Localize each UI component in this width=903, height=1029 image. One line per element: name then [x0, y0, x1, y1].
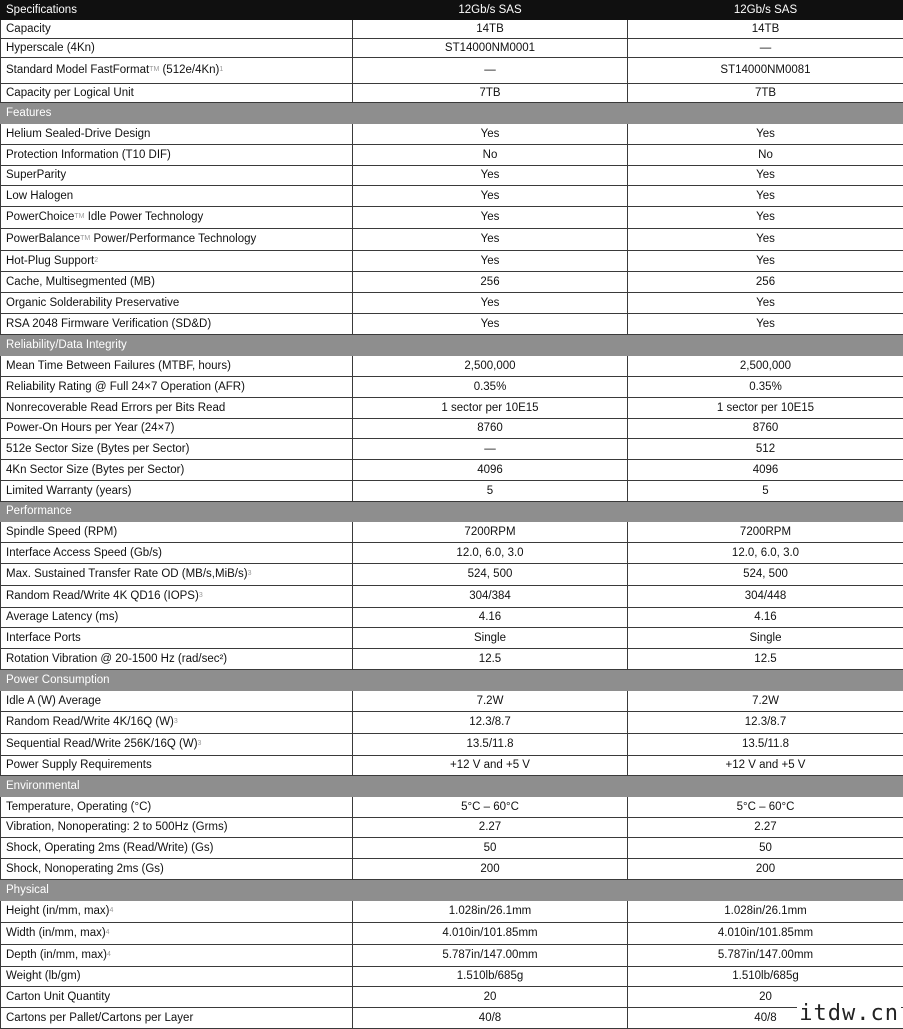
row-label-text: RSA 2048 Firmware Verification (SD&D): [6, 318, 211, 330]
row-label-text: Hot-Plug Support: [6, 255, 94, 267]
row-label-text: Temperature, Operating (°C): [6, 801, 151, 813]
value-col1: 14TB: [353, 20, 628, 39]
value-col1: 4.010in/101.85mm: [353, 923, 628, 945]
value-col1: 8760: [353, 419, 628, 439]
value-col1: 256: [353, 272, 628, 293]
row-label: [1, 901, 353, 923]
row-label-text: Standard Model FastFormat: [6, 64, 149, 76]
value-col2: 5°C – 60°C: [628, 797, 903, 818]
trademark-mark: TM: [149, 66, 159, 73]
value-col2: 5: [628, 481, 903, 502]
value-col1: Yes: [353, 251, 628, 272]
value-col1: 1.028in/26.1mm: [353, 901, 628, 923]
row-label-text: Width (in/mm, max): [6, 927, 106, 939]
row-label: [1, 207, 353, 229]
table-row: [1, 166, 903, 186]
value-col1: Yes: [353, 166, 628, 186]
section-header: [1, 103, 903, 124]
table-row: [1, 229, 903, 251]
value-col1: Single: [353, 628, 628, 649]
table-row: [1, 39, 903, 58]
value-col2: 12.3/8.7: [628, 712, 903, 734]
row-label-rest: (512e/4Kn): [159, 64, 219, 76]
table-row: [1, 691, 903, 712]
value-col2: 1.510lb/685g: [628, 967, 903, 987]
row-label: [1, 608, 353, 628]
row-label-text: PowerChoice: [6, 211, 74, 223]
header-col2: 12Gb/s SAS: [628, 1, 903, 20]
row-label: [1, 756, 353, 776]
value-col1: 7.2W: [353, 691, 628, 712]
table-row: [1, 356, 903, 377]
row-label-text: Random Read/Write 4K QD16 (IOPS): [6, 590, 199, 602]
value-col1: 12.5: [353, 649, 628, 670]
value-col2: Yes: [628, 251, 903, 272]
table-row: [1, 20, 903, 39]
row-label-text: Carton Unit Quantity: [6, 991, 110, 1003]
row-label-text: Shock, Operating 2ms (Read/Write) (Gs): [6, 842, 214, 854]
value-col2: Yes: [628, 314, 903, 335]
value-col1: 524, 500: [353, 564, 628, 586]
row-label: [1, 734, 353, 756]
table-row: [1, 377, 903, 398]
trademark-mark: TM: [74, 213, 84, 220]
value-col2: 5.787in/147.00mm: [628, 945, 903, 967]
row-label: [1, 272, 353, 293]
value-col2: 1 sector per 10E15: [628, 398, 903, 419]
value-col2: 1.028in/26.1mm: [628, 901, 903, 923]
value-col1: 4.16: [353, 608, 628, 628]
row-label: [1, 838, 353, 859]
row-label: [1, 522, 353, 543]
row-label-text: Power Supply Requirements: [6, 759, 152, 771]
section-title: Performance: [1, 502, 903, 522]
trademark-mark: TM: [80, 235, 90, 242]
row-label: [1, 124, 353, 145]
row-label: [1, 586, 353, 608]
footnote-mark: 4: [106, 929, 110, 936]
section-header: [1, 335, 903, 356]
footnote-mark: 4: [107, 951, 111, 958]
table-row: [1, 838, 903, 859]
table-row: [1, 608, 903, 628]
value-col2: 7200RPM: [628, 522, 903, 543]
value-col2: 7TB: [628, 84, 903, 103]
row-label: [1, 945, 353, 967]
table-row: [1, 145, 903, 166]
value-col2: Yes: [628, 293, 903, 314]
table-row: [1, 522, 903, 543]
row-label-text: Power-On Hours per Year (24×7): [6, 422, 174, 434]
value-col2: 200: [628, 859, 903, 880]
value-col2: 512: [628, 439, 903, 460]
row-label-text: Nonrecoverable Read Errors per Bits Read: [6, 402, 225, 414]
value-col2: 50: [628, 838, 903, 859]
row-label-text: Sequential Read/Write 256K/16Q (W): [6, 738, 198, 750]
row-label: [1, 628, 353, 649]
value-col2: 13.5/11.8: [628, 734, 903, 756]
value-col2: 7.2W: [628, 691, 903, 712]
table-row: [1, 901, 903, 923]
row-label: [1, 649, 353, 670]
header-col1: 12Gb/s SAS: [353, 1, 628, 20]
row-label: [1, 818, 353, 838]
value-col2: 524, 500: [628, 564, 903, 586]
header-label: Specifications: [1, 1, 353, 20]
value-col1: 1 sector per 10E15: [353, 398, 628, 419]
table-row: [1, 586, 903, 608]
footnote-mark: 4: [110, 907, 114, 914]
spec-table-body: [1, 1, 903, 1029]
value-col1: 5: [353, 481, 628, 502]
value-col2: —: [628, 39, 903, 58]
table-row: [1, 734, 903, 756]
table-row: [1, 797, 903, 818]
value-col2: 2,500,000: [628, 356, 903, 377]
row-label-text: SuperParity: [6, 169, 66, 181]
value-col2: No: [628, 145, 903, 166]
row-label-text: Max. Sustained Transfer Rate OD (MB/s,MiB/s): [6, 568, 248, 580]
section-header: [1, 670, 903, 691]
table-row: [1, 649, 903, 670]
table-row: [1, 543, 903, 564]
row-label-text: Protection Information (T10 DIF): [6, 149, 171, 161]
value-col2: Yes: [628, 229, 903, 251]
row-label-text: Rotation Vibration @ 20-1500 Hz (rad/sec²): [6, 653, 227, 665]
value-col1: Yes: [353, 314, 628, 335]
row-label-text: Limited Warranty (years): [6, 485, 131, 497]
row-label: [1, 987, 353, 1008]
value-col1: 12.3/8.7: [353, 712, 628, 734]
row-label-text: Height (in/mm, max): [6, 905, 110, 917]
value-col1: 5°C – 60°C: [353, 797, 628, 818]
footnote-mark: 2: [94, 257, 98, 264]
value-col1: 5.787in/147.00mm: [353, 945, 628, 967]
row-label-text: Hyperscale (4Kn): [6, 42, 95, 54]
value-col1: No: [353, 145, 628, 166]
value-col2: Yes: [628, 207, 903, 229]
value-col1: Yes: [353, 207, 628, 229]
row-label: [1, 293, 353, 314]
row-label-text: Low Halogen: [6, 190, 73, 202]
value-col1: 40/8: [353, 1008, 628, 1029]
section-title: Features: [1, 103, 903, 124]
row-label: [1, 229, 353, 251]
table-row: [1, 481, 903, 502]
row-label-rest: Idle Power Technology: [85, 211, 204, 223]
table-row: [1, 564, 903, 586]
section-title: Power Consumption: [1, 670, 903, 691]
table-row: [1, 628, 903, 649]
row-label: [1, 398, 353, 419]
value-col2: 12.5: [628, 649, 903, 670]
value-col2: Yes: [628, 124, 903, 145]
value-col1: —: [353, 58, 628, 84]
row-label-text: 512e Sector Size (Bytes per Sector): [6, 443, 189, 455]
value-col1: Yes: [353, 124, 628, 145]
section-title: Physical: [1, 880, 903, 901]
value-col1: Yes: [353, 293, 628, 314]
row-label-text: Idle A (W) Average: [6, 695, 101, 707]
row-label-text: 4Kn Sector Size (Bytes per Sector): [6, 464, 184, 476]
table-row: [1, 58, 903, 84]
value-col1: +12 V and +5 V: [353, 756, 628, 776]
row-label-text: Interface Ports: [6, 632, 81, 644]
value-col2: 12.0, 6.0, 3.0: [628, 543, 903, 564]
table-row: [1, 712, 903, 734]
section-title: Reliability/Data Integrity: [1, 335, 903, 356]
table-row: [1, 314, 903, 335]
footnote-mark: 3: [174, 718, 178, 725]
row-label: [1, 377, 353, 398]
value-col1: 7200RPM: [353, 522, 628, 543]
value-col1: —: [353, 439, 628, 460]
value-col2: 8760: [628, 419, 903, 439]
row-label-text: Cache, Multisegmented (MB): [6, 276, 155, 288]
row-label-text: Random Read/Write 4K/16Q (W): [6, 716, 174, 728]
value-col2: 2.27: [628, 818, 903, 838]
table-row: [1, 186, 903, 207]
row-label: [1, 419, 353, 439]
value-col2: +12 V and +5 V: [628, 756, 903, 776]
row-label: [1, 356, 353, 377]
row-label: [1, 481, 353, 502]
value-col1: 12.0, 6.0, 3.0: [353, 543, 628, 564]
value-col2: Yes: [628, 166, 903, 186]
table-row: [1, 1008, 903, 1029]
footnote-mark: 3: [199, 592, 203, 599]
row-label-text: Interface Access Speed (Gb/s): [6, 547, 162, 559]
footnote-mark: 3: [248, 570, 252, 577]
row-label-text: Mean Time Between Failures (MTBF, hours): [6, 360, 231, 372]
value-col2: 4.010in/101.85mm: [628, 923, 903, 945]
row-label: [1, 314, 353, 335]
value-col1: 2.27: [353, 818, 628, 838]
value-col2: Yes: [628, 186, 903, 207]
table-row: [1, 859, 903, 880]
value-col1: ST14000NM0001: [353, 39, 628, 58]
value-col2: 4.16: [628, 608, 903, 628]
value-col1: 0.35%: [353, 377, 628, 398]
value-col2: 4096: [628, 460, 903, 481]
row-label: [1, 543, 353, 564]
row-label-text: Organic Solderability Preservative: [6, 297, 179, 309]
value-col1: 4096: [353, 460, 628, 481]
value-col2: 304/448: [628, 586, 903, 608]
row-label: [1, 439, 353, 460]
table-row: [1, 923, 903, 945]
row-label: [1, 20, 353, 39]
section-header: [1, 776, 903, 797]
row-label-text: Vibration, Nonoperating: 2 to 500Hz (Grms): [6, 821, 228, 833]
value-col1: 304/384: [353, 586, 628, 608]
row-label-text: Weight (lb/gm): [6, 970, 81, 982]
value-col2: 20: [628, 987, 903, 1008]
row-label-rest: Power/Performance Technology: [90, 233, 256, 245]
table-row: [1, 251, 903, 272]
value-col2: ST14000NM0081: [628, 58, 903, 84]
table-row: [1, 967, 903, 987]
row-label: [1, 691, 353, 712]
row-label-text: Average Latency (ms): [6, 611, 118, 623]
row-label-text: Reliability Rating @ Full 24×7 Operation (AFR): [6, 381, 245, 393]
row-label-text: Helium Sealed-Drive Design: [6, 128, 150, 140]
row-label: [1, 1008, 353, 1029]
row-label: [1, 923, 353, 945]
table-row: [1, 818, 903, 838]
table-row: [1, 987, 903, 1008]
section-header: [1, 502, 903, 522]
section-header: [1, 880, 903, 901]
watermark: itdw.cn: [797, 1001, 901, 1026]
value-col1: 13.5/11.8: [353, 734, 628, 756]
value-col1: 200: [353, 859, 628, 880]
footnote-mark: 3: [198, 740, 202, 747]
row-label: [1, 797, 353, 818]
value-col1: Yes: [353, 186, 628, 207]
row-label-text: Spindle Speed (RPM): [6, 526, 117, 538]
row-label-text: Capacity: [6, 23, 51, 35]
table-row: [1, 293, 903, 314]
table-row: [1, 84, 903, 103]
table-row: [1, 756, 903, 776]
section-title: Environmental: [1, 776, 903, 797]
row-label: [1, 186, 353, 207]
value-col2: 0.35%: [628, 377, 903, 398]
row-label-text: Capacity per Logical Unit: [6, 87, 134, 99]
row-label: [1, 84, 353, 103]
row-label: [1, 251, 353, 272]
row-label: [1, 58, 353, 84]
value-col2: 40/8: [628, 1008, 903, 1029]
table-row: [1, 945, 903, 967]
row-label: [1, 145, 353, 166]
table-row: [1, 419, 903, 439]
table-header: [1, 1, 903, 20]
row-label: [1, 460, 353, 481]
row-label: [1, 967, 353, 987]
table-row: [1, 460, 903, 481]
value-col2: 256: [628, 272, 903, 293]
value-col1: 2,500,000: [353, 356, 628, 377]
row-label: [1, 166, 353, 186]
footnote-mark: 1: [219, 66, 223, 73]
row-label: [1, 712, 353, 734]
value-col2: Single: [628, 628, 903, 649]
value-col1: 50: [353, 838, 628, 859]
value-col1: 1.510lb/685g: [353, 967, 628, 987]
value-col1: 20: [353, 987, 628, 1008]
table-row: [1, 439, 903, 460]
value-col1: 7TB: [353, 84, 628, 103]
row-label-text: Shock, Nonoperating 2ms (Gs): [6, 863, 164, 875]
row-label: [1, 564, 353, 586]
row-label: [1, 39, 353, 58]
value-col2: 14TB: [628, 20, 903, 39]
table-row: [1, 272, 903, 293]
table-row: [1, 124, 903, 145]
row-label-text: Cartons per Pallet/Cartons per Layer: [6, 1012, 193, 1024]
table-row: [1, 207, 903, 229]
row-label-text: Depth (in/mm, max): [6, 949, 107, 961]
table-row: [1, 398, 903, 419]
value-col1: Yes: [353, 229, 628, 251]
row-label: [1, 859, 353, 880]
row-label-text: PowerBalance: [6, 233, 80, 245]
